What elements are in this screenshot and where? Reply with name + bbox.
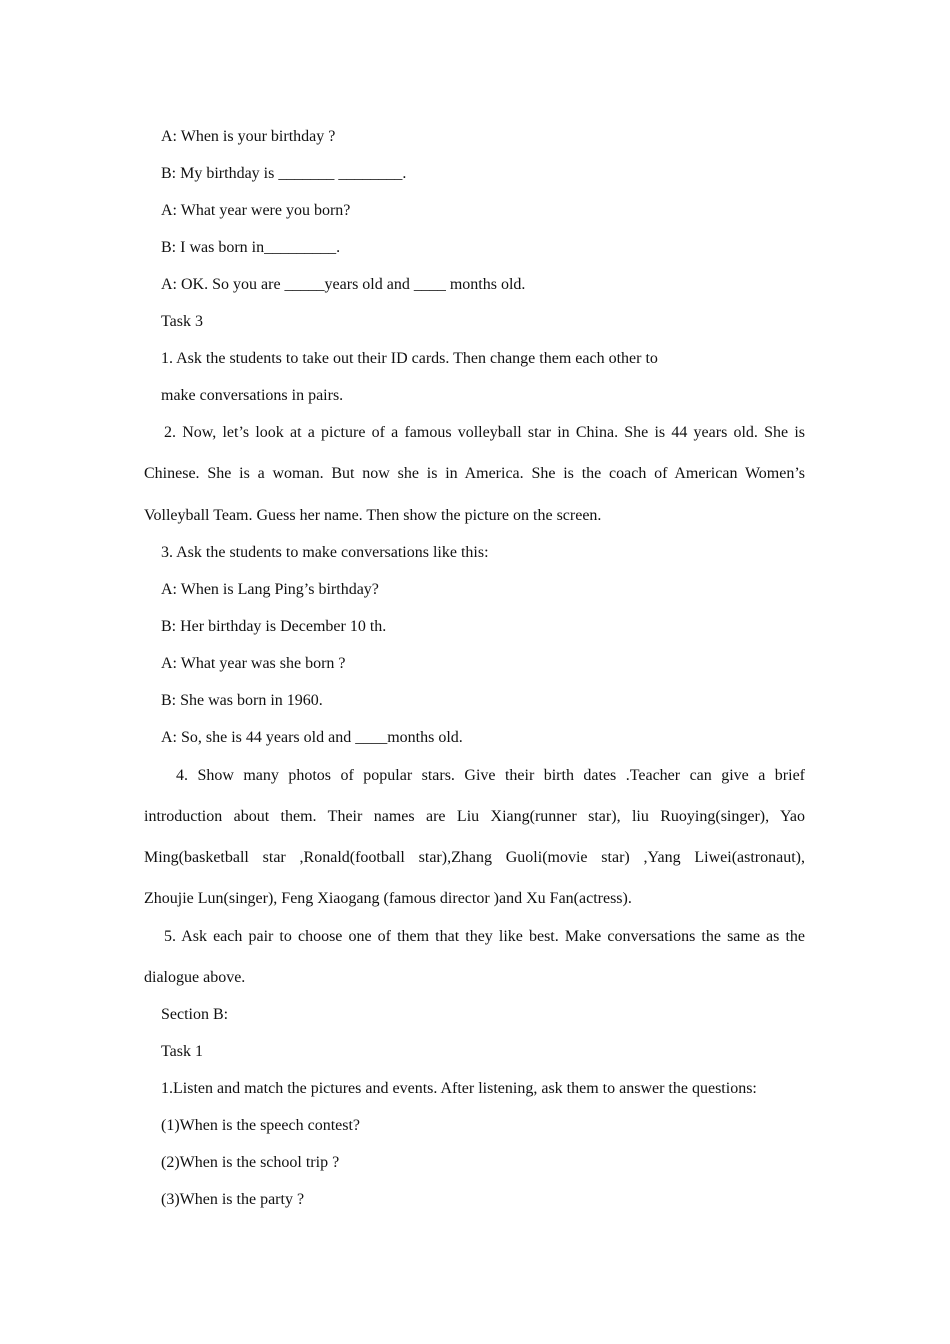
dialogue-line: A: So, she is 44 years old and ____months old. bbox=[161, 729, 463, 746]
dialogue-line: A: What year were you born? bbox=[161, 202, 351, 219]
paragraph-line: Volleyball Team. Guess her name. Then show the picture on the screen. bbox=[144, 507, 602, 524]
section-heading: Section B: bbox=[161, 1006, 229, 1023]
dialogue-line: A: When is your birthday ? bbox=[161, 128, 336, 145]
paragraph-line: 1. Ask the students to take out their ID cards. Then change them each other to bbox=[161, 350, 658, 367]
paragraph-line: Ming(basketball star ,Ronald(football star),Zhang Guoli(movie star) ,Yang Liwei(astronaut), bbox=[144, 849, 805, 866]
paragraph-line: 3. Ask the students to make conversations like this: bbox=[161, 544, 489, 561]
dialogue-line: A: What year was she born ? bbox=[161, 655, 346, 672]
question-line: (3)When is the party ? bbox=[161, 1191, 305, 1208]
question-line: (2)When is the school trip ? bbox=[161, 1154, 340, 1171]
paragraph-line: 2. Now, let’s look at a picture of a famous volleyball star in China. She is 44 years old. She is bbox=[164, 424, 805, 441]
dialogue-line: B: I was born in_________. bbox=[161, 239, 341, 256]
task-heading: Task 1 bbox=[161, 1043, 203, 1060]
dialogue-line: A: OK. So you are _____years old and ____ months old. bbox=[161, 276, 526, 293]
paragraph-line: 4. Show many photos of popular stars. Give their birth dates .Teacher can give a brief bbox=[176, 767, 805, 784]
paragraph-line: dialogue above. bbox=[144, 969, 246, 986]
paragraph-line: make conversations in pairs. bbox=[161, 387, 344, 404]
dialogue-line: B: She was born in 1960. bbox=[161, 692, 323, 709]
paragraph-line: introduction about them. Their names are Liu Xiang(runner star), liu Ruoying(singer), Yao bbox=[144, 808, 805, 825]
paragraph-line: 1.Listen and match the pictures and events. After listening, ask them to answer the questions: bbox=[161, 1080, 757, 1097]
task-heading: Task 3 bbox=[161, 313, 203, 330]
dialogue-line: B: My birthday is _______ ________. bbox=[161, 165, 407, 182]
paragraph-line: Zhoujie Lun(singer), Feng Xiaogang (famous director )and Xu Fan(actress). bbox=[144, 890, 632, 907]
dialogue-line: B: Her birthday is December 10 th. bbox=[161, 618, 387, 635]
question-line: (1)When is the speech contest? bbox=[161, 1117, 361, 1134]
paragraph-line: 5. Ask each pair to choose one of them that they like best. Make conversations the same as the bbox=[164, 928, 805, 945]
dialogue-line: A: When is Lang Ping’s birthday? bbox=[161, 581, 379, 598]
paragraph-line: Chinese. She is a woman. But now she is in America. She is the coach of American Women’s bbox=[144, 465, 805, 482]
